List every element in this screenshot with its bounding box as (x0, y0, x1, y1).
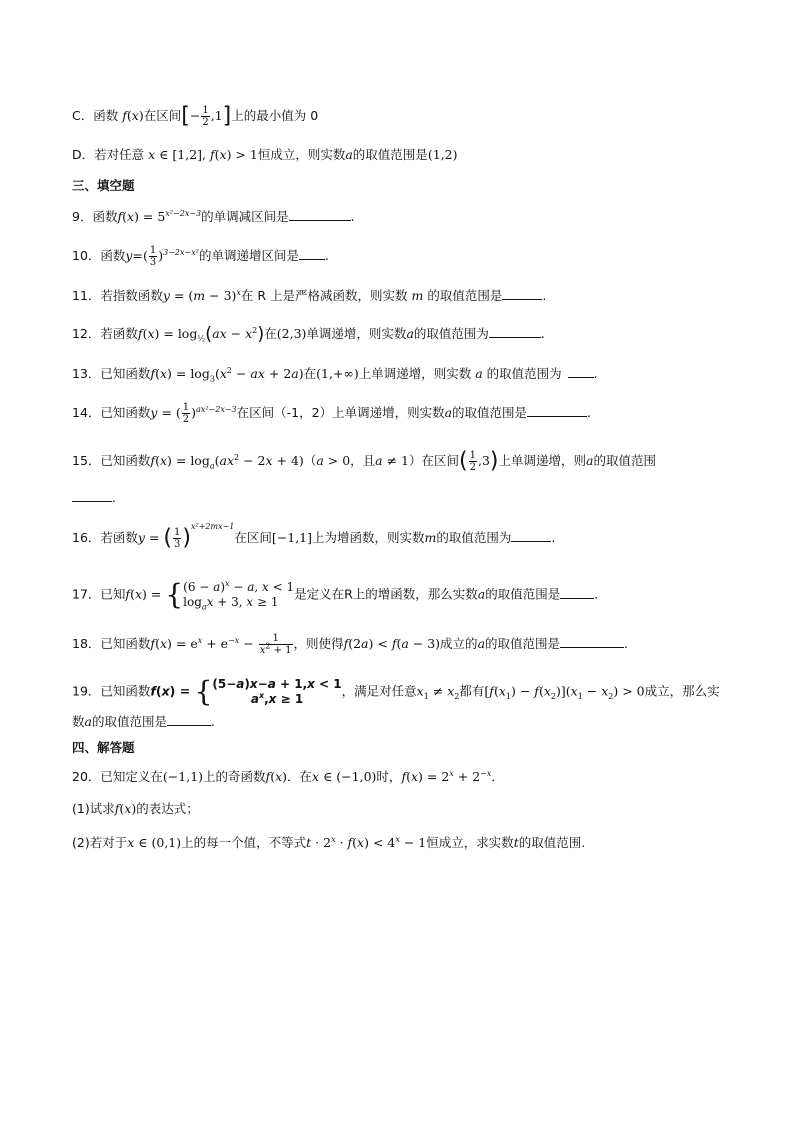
text: 在 (303, 366, 317, 381)
answer-blank (167, 713, 211, 726)
text: . (542, 288, 547, 303)
question-15: 15．已知函数$f(x) = \log_a(ax^2 - 2x + 4)(a > 0$，且a ≠ 1）在区间( $\frac{1}{2}$ ,3)上单调递增，则a的取值范围 (72, 448, 656, 474)
text: 的取值范围为 (486, 366, 562, 381)
question-15-answer-line (72, 488, 754, 508)
question-16: 16．若函数y = ( $\frac{1}{3}$ )$^{x^2+2mx-1}$在区间[−1,1]上为增函数，则实数m的取值范围为 . (72, 521, 556, 551)
text: 在 (264, 326, 277, 341)
text: 已知函数 (100, 405, 151, 420)
text: 函数 (100, 248, 126, 263)
text: 若函数 (100, 530, 138, 545)
question-number: 10． (72, 248, 101, 263)
answer-blank (489, 325, 541, 338)
text: 在区间 (234, 530, 272, 545)
text: 若指数函数 (100, 288, 163, 303)
text: . (581, 835, 586, 850)
text: 的取值范围为 (436, 530, 512, 545)
text: . (551, 530, 556, 545)
question-18: 18．已知函数$f(x) = e^x + e^{-x}$ − $\frac{1}{x^2 + 1}$ ，则使得f(2a) < f(a − 3)成立的a的取值范围是 . (72, 633, 629, 656)
text: ）在区间 (409, 453, 460, 468)
answer-blank (560, 586, 594, 599)
question-20: 20．已知定义在(−1,1)上的奇函数f(x)．在x ∈ (−1,0)时，$f(x) = 2^x + 2^{-x}$． (72, 768, 504, 784)
text: 的单调递增区间是 (198, 248, 299, 263)
text: 已知 (100, 586, 126, 602)
text: 单调递增，则实数 (306, 326, 407, 341)
text: 的单调减区间是 (201, 209, 289, 224)
text: . (624, 636, 629, 651)
answer-blank (502, 287, 542, 300)
text: 的取值范围 (518, 835, 582, 850)
text: 时， (376, 769, 402, 784)
question-14: 14．已知函数y = ( $\frac{1}{2}$ )$^{ax^2-2x-3}$在区间（-1，2）上单调递增，则实数a的取值范围是 . (72, 402, 592, 425)
option-d: D．若对任意 x ∈ [1,2], f(x) > 1恒成立，则实数a的取值范围是(1,2) (72, 147, 458, 162)
question-number: 11． (72, 288, 101, 303)
text: 上的每一个值，不等式 (181, 835, 307, 850)
question-19: 19．已知函数f(x) = { (5−a)x−a + 1,x < 1 $a^x,x \ge 1$ ，满足对任意$x_1 \ne x_2$都有$[f(x_1) - f(x_2)](x_1 - x_2) > 0$成立，那么实 (72, 675, 720, 708)
text: ，则使得 (293, 636, 344, 651)
section-title-solutions: 四、解答题 (72, 740, 135, 755)
text: . (593, 366, 598, 381)
text: （ (303, 453, 317, 468)
question-number: 16． (72, 530, 101, 545)
text: 若对于 (89, 835, 128, 850)
question-9: 9．函数$f(x) = 5^{x^2-2x-3}$的单调减区间是 . (72, 208, 355, 224)
answer-blank (560, 635, 624, 648)
answer-blank (72, 489, 112, 502)
question-number: (1) (72, 801, 90, 816)
text: 上单调递增，则实数 (358, 366, 472, 381)
text: . (350, 209, 355, 224)
text: 都有 (459, 683, 485, 699)
text: 在 R 上是严格减函数，则实数 (240, 288, 408, 303)
text: . (324, 248, 329, 263)
question-number: 19． (72, 683, 101, 699)
text: 试求 (89, 801, 115, 816)
text: 的表达式； (136, 801, 199, 816)
text: . (594, 586, 599, 602)
text: 在区间（-1，2）上单调递增，则实数 (236, 405, 445, 420)
text: 在区间 (143, 108, 182, 123)
question-17: 17．已知f(x) = { $(6 - a)^x - a$, x < 1 $\log_ax + 3$, x ≥ 1 是定义在R上的增函数，那么实数a的取值范围是 . (72, 578, 599, 612)
text: 成立的 (440, 636, 478, 651)
text: 上为增函数，则实数 (312, 530, 425, 545)
question-number: 17． (72, 586, 101, 602)
text: 的取值范围是 (485, 636, 561, 651)
question-number: 15． (72, 453, 101, 468)
question-number: 14． (72, 405, 101, 420)
question-number: (2) (72, 835, 90, 850)
question-number: 13． (72, 366, 101, 381)
question-13: 13．已知函数$f(x) = \log_3(x^2$ − ax + 2a)在(1,+∞)上单调递增，则实数 a 的取值范围为 . (72, 365, 598, 384)
text: 的取值范围是 (452, 405, 528, 420)
option-label: C． (72, 108, 94, 123)
text: 若函数 (100, 326, 138, 341)
text: ，且 (350, 453, 376, 468)
text: 成立，那么实 (644, 683, 720, 699)
text: 已知函数 (100, 683, 151, 699)
question-number: 9． (72, 209, 93, 224)
option-c: C．函数 f(x)在区间[− $\frac{1}{2}$ ,1]上的最小值为 0 (72, 103, 319, 129)
text: ． (491, 769, 504, 784)
text: 恒成立，则实数 (257, 147, 346, 162)
section-title-fill-in: 三、填空题 (72, 178, 135, 193)
text: 上单调递增，则 (498, 453, 587, 468)
question-19-cont: 数a的取值范围是 . (72, 714, 215, 729)
text: 已知函数 (100, 366, 151, 381)
text: 已知函数 (100, 636, 151, 651)
question-10: 10．函数y=( $\frac{1}{3}$ )$^{3-2x-x^2}$的单调递增区间是 . (72, 245, 329, 268)
answer-blank (527, 404, 587, 417)
text: 已知定义在 (100, 769, 163, 784)
text: . (210, 714, 215, 729)
text: 的取值范围是 (352, 147, 428, 162)
text: 已知函数 (100, 453, 151, 468)
question-12: 12．若函数$f(x) = \log_{\frac{1}{2}}(ax - x^2)$在(2,3)单调递增，则实数a的取值范围为 . (72, 323, 545, 345)
text: . (540, 326, 545, 341)
text: . (587, 405, 592, 420)
text: 数 (72, 714, 85, 729)
question-number: 18． (72, 636, 101, 651)
answer-blank (568, 365, 594, 378)
text: 函数 (93, 108, 119, 123)
question-number: 20． (72, 769, 101, 784)
text: 函数 (92, 209, 118, 224)
question-20-part-2: (2)若对于x ∈ (0,1)上的每一个值，不等式$t \cdot 2^x \cdot f(x) < 4^x - 1$恒成立，求实数t的取值范围. (72, 834, 586, 850)
text: ．在 (287, 769, 313, 784)
answer-blank (299, 247, 325, 260)
text: 的取值范围为 (413, 326, 489, 341)
text: 上的奇函数 (203, 769, 266, 784)
text: 是定义在R上的增函数，那么实数 (294, 586, 478, 602)
text: 的取值范围是 (91, 714, 167, 729)
question-11: 11．若指数函数$y = (m - 3)^x$在 R 上是严格减函数，则实数 m 的取值范围是 . (72, 287, 547, 303)
option-label: D． (72, 147, 95, 162)
text: ，满足对任意 (341, 683, 417, 699)
text: 的取值范围是 (427, 288, 503, 303)
question-number: 12． (72, 326, 101, 341)
text: 若对任意 (94, 147, 145, 162)
text: . (112, 490, 116, 505)
answer-blank (289, 208, 351, 221)
question-20-part-1: (1)试求f(x)的表达式； (72, 801, 199, 816)
text: 的取值范围是 (485, 586, 561, 602)
text: 的取值范围 (593, 453, 656, 468)
answer-blank (511, 529, 551, 542)
text: 上的最小值为 0 (231, 108, 319, 123)
text: 恒成立，求实数 (426, 835, 514, 850)
